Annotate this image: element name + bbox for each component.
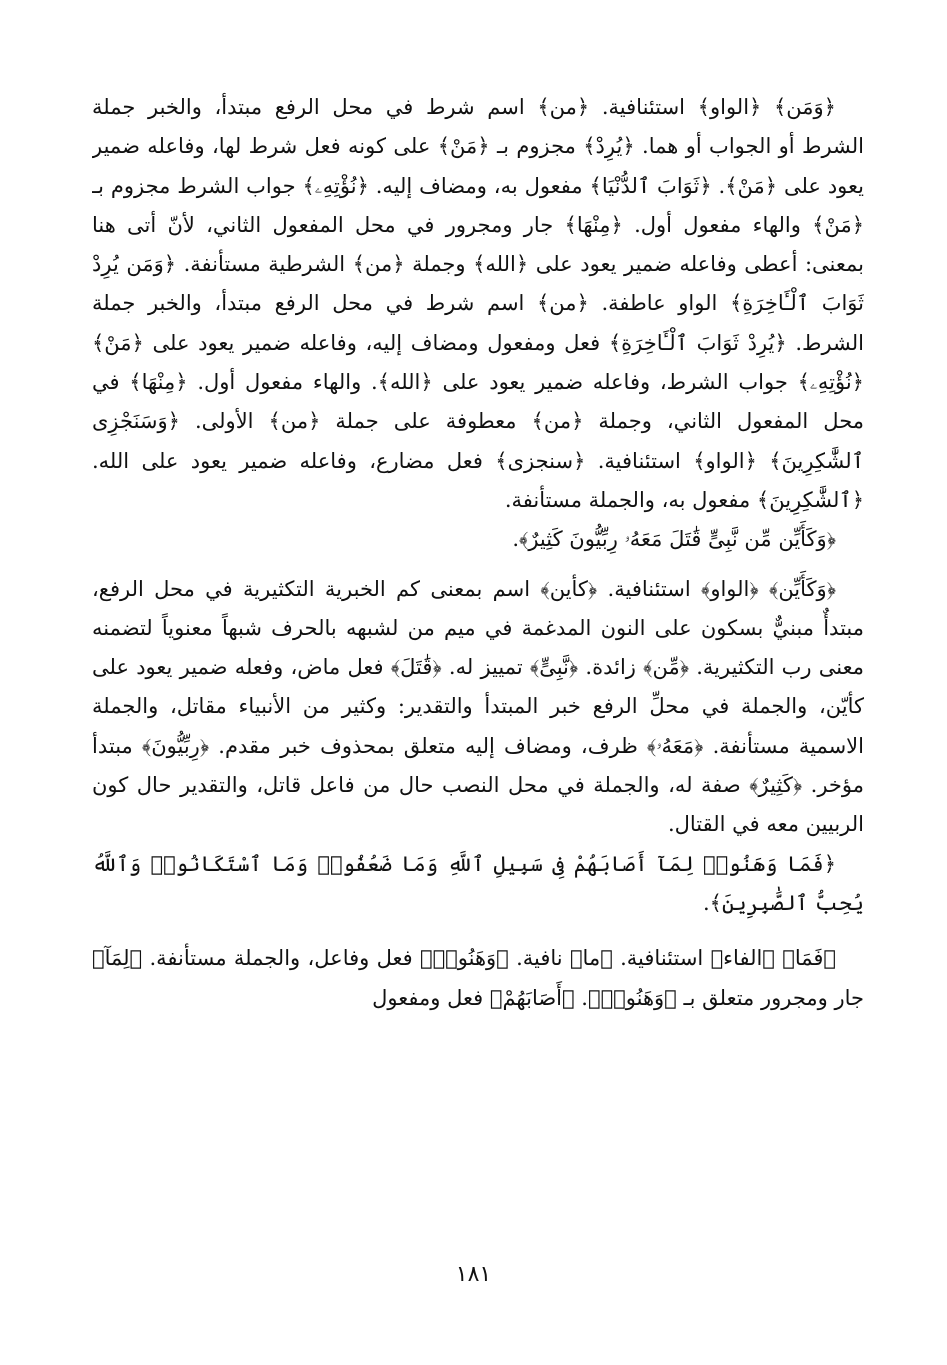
- paragraph-2: ﴿وَكَأَيِّن﴾ ﴿الواو﴾ استئنافية. ﴿كأين﴾ اسم بمعنى كم الخبرية التكثيرية في محل الرفع، مبتدأٌ مبنيٌّ بسكون على النون المدغمة في ميم من لشبهه بالحرف شبهاً معنوياً لتضمنه معنى رب التكثيرية. ﴿مِّن﴾ زائدة. ﴿نَّبِىٍّ﴾ تمييز له. ﴿قَٰتَلَ﴾ فعل ماض، وفعله ضمير يعود على كأيّن، والجملة في محلِّ الرفع خبر المبتدأ والتقدير: وكثير من الأنبياء مقاتل، والجملة الاسمية مستأنفة. ﴿مَعَهُۥ﴾ ظرف، ومضاف إليه متعلق بمحذوف خبر مقدم. ﴿رِبِّيُّونَ﴾ مبتدأ مؤخر. ﴿كَثِيرٌ﴾ صفة له، والجملة في محل النصب حال من فاعل قاتل، والتقدير حال كون الربيين معه في القتال.: [92, 576, 864, 837]
- page-number: ١٨١: [455, 1262, 492, 1287]
- page-body: [92, 88, 864, 1288]
- verse-2: ﴿فَمَا وَهَنُوا۟ لِمَآ أَصَابَهُمْ فِى سَبِيلِ ٱللَّهِ وَمَا ضَعُفُوا۟ وَمَا ٱسْتَكَانُوا۟ وَٱللَّهُ يُحِبُّ ٱلصَّٰبِرِينَ﴾.: [92, 851, 864, 915]
- paragraph-1: ﴿وَمَن﴾ ﴿الواو﴾ استئنافية. ﴿من﴾ اسم شرط في محل الرفع مبتدأ، والخبر جملة الشرط أو الجواب أو هما. ﴿يُرِدْ﴾ مجزوم بـ ﴿مَنْ﴾ على كونه فعل شرط لها، وفاعله ضمير يعود على ﴿مَنْ﴾. ﴿ثَوَابَ ٱلدُّنْيَا﴾ مفعول به، ومضاف إليه. ﴿نُؤْتِهِۦ﴾ جواب الشرط مجزوم بـ ﴿مَنْ﴾ والهاء مفعول أول. ﴿مِنْهَا﴾ جار ومجرور في محل المفعول الثاني، لأنّ أتى هنا بمعنى: أعطى وفاعله ضمير يعود على ﴿الله﴾ وجملة ﴿من﴾ الشرطية مستأنفة. ﴿وَمَن يُرِدْ ثَوَابَ ٱلْـَٔاخِرَةِ﴾ الواو عاطفة. ﴿من﴾ اسم شرط في محل الرفع مبتدأ، والخبر جملة الشرط. ﴿يُرِدْ ثَوَابَ ٱلْـَٔاخِرَةِ﴾ فعل ومفعول ومضاف إليه، وفاعله ضمير يعود على ﴿مَنْ﴾ ﴿نُؤْتِهِۦ﴾ جواب الشرط، وفاعله ضمير يعود على ﴿الله﴾. والهاء مفعول أول. ﴿مِنْهَا﴾ في محل المفعول الثاني، وجملة ﴿من﴾ معطوفة على جملة ﴿من﴾ الأولى. ﴿وَسَنَجْزِى ٱلشَّٰكِرِينَ﴾ ﴿الواو﴾ استئنافية. ﴿سنجزى﴾ فعل مضارع، وفاعله ضمير يعود على الله. ﴿ٱلشَّٰكِرِينَ﴾ مفعول به، والجملة مستأنفة.: [92, 95, 864, 512]
- paragraph-3: ﴿فَمَا﴾ ﴿الفاء﴾ استئنافية. ﴿ما﴾ نافية. ﴿وَهَنُوا۟﴾ فعل وفاعل، والجملة مستأنفة. ﴿لِمَآ﴾ جار ومجرور متعلق بـ ﴿وَهَنُوا۟﴾. ﴿أَصَابَهُمْ﴾ فعل ومفعول: [92, 946, 864, 1010]
- verse-1: ﴿وَكَأَيِّن مِّن نَّبِىٍّ قَٰتَلَ مَعَهُۥ رِبِّيُّونَ كَثِيرٌ﴾.: [512, 527, 836, 552]
